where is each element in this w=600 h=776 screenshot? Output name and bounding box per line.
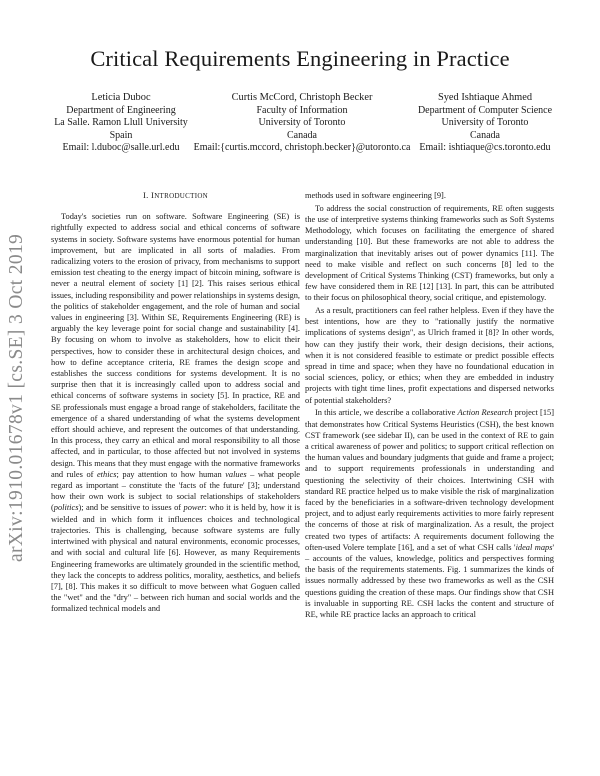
emphasis: politics <box>53 503 79 513</box>
author-affiliation: La Salle. Ramon Llull University <box>54 117 188 129</box>
author-affiliation: Department of Computer Science <box>417 104 553 116</box>
author-name: Leticia Duboc <box>91 92 151 103</box>
section-numeral: I. <box>142 190 152 200</box>
section-rest: NTRODUCTION <box>154 192 209 200</box>
text-run: In this article, we describe a collaborative <box>315 408 458 418</box>
author-country: Spain <box>109 129 133 141</box>
text-run: : who it is held by, how it is wielded and in which form it influences choices and technological trajectories. This is challenging, because software systems are fully intertwined with physical and natural environments, economic processes, and with social and cultural life [6]. However, as many Requirements Engineering frameworks are ultimately grounded in the scientific method, they lack the concepts to address politics, morality, aesthetics, and beliefs [7], [8]. This makes it so difficult to move between what Goguen called the "wet" and the "dry" – between rich human and social worlds and the formalized technical models and <box>51 503 301 614</box>
section-initial: I <box>151 190 155 200</box>
author-affiliation: University of Toronto <box>441 117 529 129</box>
author-block-2 <box>188 92 416 155</box>
text-run: ' – accounts of the values, knowledge, politics and perspectives forming the basis of the requirements statements. Fig. 1 summarizes the kinds of issues normally addressed by these two frameworks as well as the CSH questions guiding the creation of these maps. Our findings show that CSH is invaluable in supporting RE. CSH lacks the content and structure of RE, while RE practice lacks an approach to critical <box>305 542 554 620</box>
paragraph: As a result, practitioners can feel rather helpless. Even if they have the best intentions, how are they to "rationally justify the normative implications of systems design", as Ulrich framed it [8]? In other words, how can they justify their work, their design decisions, their actions, when it is not considered feasible to estimate or predict possible effects spread in time and space; when they have no foundational education in social sciences, policy, or ethics; when they are embedded in industry projects with tight time lines, profit expectations and dispersed networks of potential stakeholders? <box>305 306 554 405</box>
author-email: Email:{curtis.mccord, christoph.becker}@utoronto.ca <box>193 142 411 154</box>
author-email: Email: ishtiaque@cs.toronto.edu <box>419 142 551 154</box>
text-run: project [15] that demonstrates how Critical Systems Heuristics (CSH), the best known CST framework (see sidebar II), can be used in the context of RE to gain a critical awareness of power and politics; to support critical reflection on the human values and boundary judgments that guide and frame a project; and to support requirements professionals in understanding and questioning the selectivity of their choices. Intertwining CSH with standard RE practice helped us to make visible the risk of marginalization faced by the beneficiaries in a software-driven technology development project, and to adjust early requirements activities to more fairly represent the concerns of those at risk of marginalization. As a result, the project created two types of artifacts: A requirements document following the often-used Volere template [16], and a set of what CSH calls ' <box>305 408 554 552</box>
author-country: Canada <box>287 129 317 141</box>
left-column <box>51 190 300 615</box>
text-run: Today's societies run on software. Software Engineering (SE) is rightfully expected to address social and ethical concerns of software systems in society. Software systems have enormous potential for human improvement, but are implicated in all sorts of maladies. From radicalizing voters to the erosion of privacy, from mechanisms to support emission test cheating to the energy impact of bitcoin mining, software is never a neutral element of society [1] [2]. This raises serious ethical issues, including responsibility and power relationships in systems design, the politics of stakeholder engagement, and the role of human and social values in engineering [3]. Within SE, Requirements Engineering (RE) is arguably the key leverage point for social change and sustainability [4]. By focusing on whom to involve as stakeholders, how to elicit their perspectives, how to consider these in architectural design choices, and how to define acceptance criteria, RE frames the design scope and establishes the success conditions for systems development. It is no surprise then that it is increasingly called upon to address social and ethical concerns of software systems in society [5]. In practice, RE and SE professionals must engage a broad range of stakeholders, facilitate the emergence of a shared understanding of what the systems development effort should achieve, and represent the outcomes of that understanding. In this process, they carry an ethical and moral responsibility to all those affected, and in particular, to those affected but not involved in systems design. This means that they must engage with the normative frameworks and rules of <box>51 212 300 479</box>
text-run: – what people regard as important – constitute the 'facts of the future' [3]; understand how their own work is subject to social relationships of stakeholders ( <box>51 469 300 513</box>
author-name: Curtis McCord, Christoph Becker <box>231 92 373 103</box>
paragraph <box>51 211 300 614</box>
right-column <box>305 190 554 620</box>
text-run: ); and be sensitive to issues of <box>78 503 184 513</box>
text-run: ; pay attention to how human <box>116 469 226 479</box>
author-affiliation: Department of Engineering <box>66 104 176 116</box>
author-email: Email: l.duboc@salle.url.edu <box>62 142 180 154</box>
author-block-3 <box>398 92 572 155</box>
emphasis: power <box>183 503 205 513</box>
author-affiliation: University of Toronto <box>258 117 346 129</box>
emphasis: Action Research <box>457 408 513 418</box>
arxiv-stamp: arXiv:1910.01678v1 [cs.SE] 3 Oct 2019 <box>6 233 27 562</box>
paragraph: methods used in software engineering [9]. <box>305 191 446 200</box>
author-affiliation: Faculty of Information <box>256 104 348 116</box>
paragraph: To address the social construction of requirements, RE often suggests the use of interpretive systems thinking frameworks such as Soft Systems Methodology, which focuses on facilitating the emergence of shared understanding [10]. But these frameworks are not able to address the marginalization that inevitably arises out of power dynamics [11]. The need to make visible and reflect on such concerns [8] led to the development of Critical Systems Thinking (CST) frameworks, but only a few have considered them in RE [12] [13]. In part, this can be attributed to their focus on philosophical theory, social critique, and epistemology. <box>305 203 554 303</box>
author-block-1 <box>40 92 202 155</box>
author-name: Syed Ishtiaque Ahmed <box>437 92 533 103</box>
paper-title: Critical Requirements Engineering in Practice <box>90 46 510 71</box>
author-country: Canada <box>470 129 500 141</box>
emphasis: ideal maps <box>515 542 553 552</box>
section-heading <box>51 190 300 202</box>
emphasis: values <box>225 469 247 479</box>
paragraph <box>305 407 554 620</box>
emphasis: ethics <box>96 469 117 479</box>
